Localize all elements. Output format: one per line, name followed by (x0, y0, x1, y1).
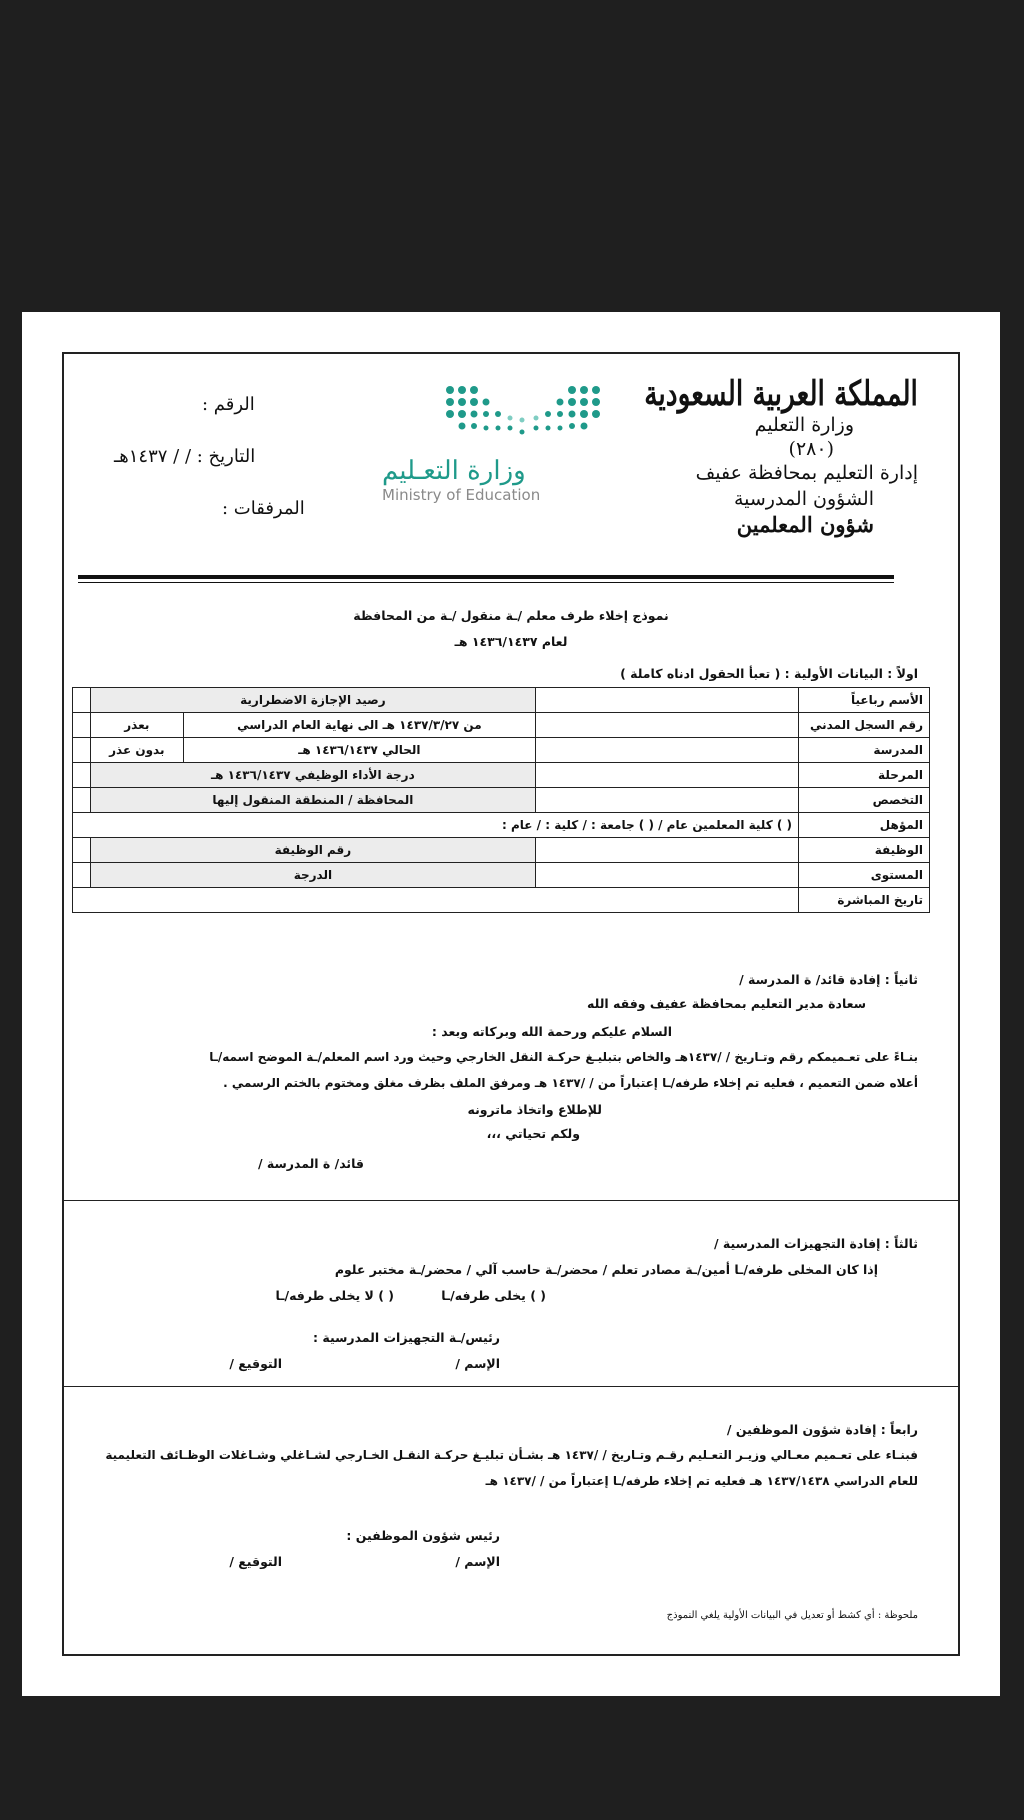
option-not-cleared[interactable]: ( ) لا يخلى طرفه/ـا (275, 1288, 394, 1303)
kingdom-title: المملكة العربية السعودية (644, 374, 918, 414)
section2-heading: ثانياً : إفادة قائد/ ة المدرسة / (739, 972, 918, 987)
row-label-job: الوظيفة (799, 838, 930, 863)
emergency-leave-value[interactable] (73, 688, 91, 713)
reference-number-label: الرقم : (202, 394, 255, 415)
job-value[interactable] (536, 838, 799, 863)
section4-heading: رابعاً : إفادة شؤون الموظفين / (726, 1422, 918, 1437)
logo-arabic-text: وزارة التعـليم (382, 456, 526, 486)
option-cleared[interactable]: ( ) يخلى طرفه/ـا (441, 1288, 546, 1303)
with-excuse-label: بعذر (90, 713, 183, 738)
row-label-school: المدرسة (799, 738, 930, 763)
hr-head-label: رئيس شؤون الموظفين : (346, 1528, 500, 1543)
level-value[interactable] (536, 863, 799, 888)
job-number-value[interactable] (73, 838, 91, 863)
row-label-stage: المرحلة (799, 763, 930, 788)
ministry-logo-icon (444, 384, 604, 436)
emergency-leave-label: رصيد الإجازة الاضطرارية (90, 688, 535, 713)
from-to-label: من ١٤٣٧/٣/٢٧ هـ الى نهاية العام الدراسي (183, 713, 535, 738)
ministry-name: وزارة التعليم (754, 414, 854, 436)
current-year-label: الحالي ١٤٣٦/١٤٣٧ هـ (183, 738, 535, 763)
attachments-label: المرفقات : (222, 498, 305, 519)
section3-question: إذا كان المخلى طرفه/ـا أمين/ـة مصادر تعلم / محضر/ـة حاسب آلي / محضر/ـة مختبر علوم (334, 1262, 878, 1277)
section2-body-3: للإطلاع واتخاذ ماترونه (467, 1102, 602, 1117)
section-divider (64, 1200, 958, 1201)
job-number-label: رقم الوظيفة (90, 838, 535, 863)
school-value[interactable] (536, 738, 799, 763)
section2-body-1: بنـاءً على تعـميمكم رقم وتـاريخ / /١٤٣٧هـ والخاص بتبليـغ حركـة النقل الخارجي وحيث ورد اسم المعلم/ـة الموضح اسمه/ـا (209, 1050, 918, 1064)
hr-name-label: الإسم / (455, 1554, 500, 1569)
section2-addressee: سعادة مدير التعليم بمحافظة عفيف وفقه الله (587, 996, 866, 1011)
row-label-civil-id: رقم السجل المدني (799, 713, 930, 738)
grade-value[interactable] (73, 863, 91, 888)
row-label-specialty: التخصص (799, 788, 930, 813)
document-page (22, 312, 1000, 1696)
equipment-signature-label: التوقيع / (229, 1356, 282, 1371)
section3-heading: ثالثاً : إفادة التجهيزات المدرسية / (714, 1236, 918, 1251)
directorate-name: إدارة التعليم بمحافظة عفيف (695, 462, 918, 484)
section2-body-4: ولكم تحياتي ،،، (486, 1126, 580, 1141)
destination-label: المحافظة / المنطقة المنقول إليها (90, 788, 535, 813)
qualification-options[interactable]: ( ) كلية المعلمين عام / ( ) جامعة : / كلية : / عام : (73, 813, 799, 838)
footer-note: ملحوظة : أي كشط أو تعديل في البيانات الأولية يلغي النموذج (666, 1610, 918, 1621)
with-excuse-value[interactable] (73, 713, 91, 738)
without-excuse-label: بدون عذر (90, 738, 183, 763)
section4-body-2: للعام الدراسي ١٤٣٧/١٤٣٨ هـ فعليه تم إخلاء طرفه/ـا إعتباراً من / /١٤٣٧ هـ (485, 1474, 918, 1488)
section2-signoff: قائد/ ة المدرسة / (257, 1156, 364, 1171)
department-teacher-affairs: شؤون المعلمين (736, 512, 874, 537)
civil-id-value[interactable] (536, 713, 799, 738)
grade-label: الدرجة (90, 863, 535, 888)
form-frame (62, 352, 960, 1656)
basic-info-table (72, 687, 930, 913)
department-school-affairs: الشؤون المدرسية (733, 488, 874, 510)
row-label-level: المستوى (799, 863, 930, 888)
row-label-name: الأسم رباعياً (799, 688, 930, 713)
row-label-qualification: المؤهل (799, 813, 930, 838)
section4-body-1: فبنـاء على تعـميم معـالي وزيـر التعـليم رقـم وتـاريخ / /١٤٣٧ هـ بشـأن تبليـغ حركـة النقـل الخـارجي لشـاغلي وشـاغلات الوظـائف التعليمية (105, 1448, 918, 1462)
logo-english-text: Ministry of Education (382, 486, 541, 504)
name-value[interactable] (536, 688, 799, 713)
stage-value[interactable] (536, 763, 799, 788)
form-year: لعام ١٤٣٦/١٤٣٧ هـ (454, 634, 568, 649)
date-label: التاريخ : / / ١٤٣٧هـ (114, 446, 256, 467)
destination-value[interactable] (73, 788, 91, 813)
performance-label: درجة الأداء الوظيفي ١٤٣٦/١٤٣٧ هـ (90, 763, 535, 788)
equipment-name-label: الإسم / (455, 1356, 500, 1371)
section-divider (64, 1386, 958, 1387)
row-label-start-date: تاريخ المباشرة (799, 888, 930, 913)
office-code: (٢٨٠) (788, 438, 834, 460)
without-excuse-value[interactable] (73, 738, 91, 763)
equipment-head-label: رئيس/ـة التجهيزات المدرسية : (313, 1330, 500, 1345)
section1-heading: اولاً : البيانات الأولية : ( تعبأ الحقول ادناه كاملة ) (620, 666, 918, 681)
header-rule-thin (78, 582, 894, 583)
start-date-value[interactable] (73, 888, 799, 913)
performance-value[interactable] (73, 763, 91, 788)
hr-signature-label: التوقيع / (229, 1554, 282, 1569)
specialty-value[interactable] (536, 788, 799, 813)
form-title: نموذج إخلاء طرف معلم /ـة منقول /ـة من المحافظة (353, 608, 669, 623)
section2-body-2: أعلاه ضمن التعميم ، فعليه تم إخلاء طرفه/ـا إعتباراً من / /١٤٣٧ هـ ومرفق الملف بظرف مغلق ومختوم بالختم الرسمي . (223, 1076, 918, 1090)
header-rule (78, 575, 894, 579)
section2-greeting: السلام عليكم ورحمة الله وبركاته وبعد : (431, 1024, 672, 1039)
